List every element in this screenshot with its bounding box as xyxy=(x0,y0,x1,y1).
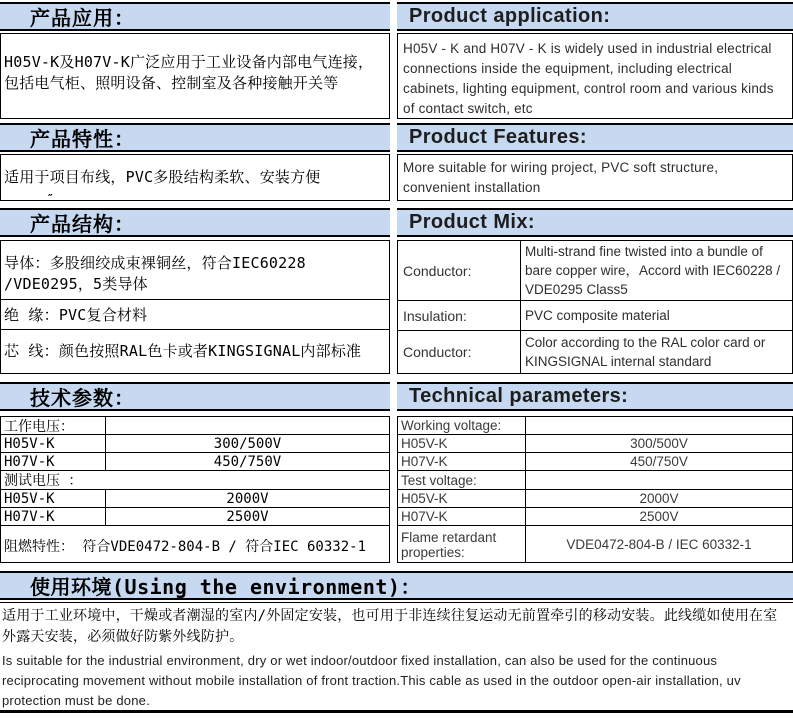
application-body-en: H05V - K and H07V - K is widely used in industrial electrical connections inside the equipment, including electrical cabinets, lighting equipment, control room and various kinds of contact switch, etc xyxy=(403,41,774,116)
en-h05vk-test-value: 2000V xyxy=(639,491,679,506)
en-flame-retardant-value: VDE0472-804-B / IEC 60332-1 xyxy=(566,537,752,552)
parameters-header-en: Technical parameters: xyxy=(397,382,793,411)
structure-zh-row-insulation: 绝 缘：PVC复合材料 xyxy=(1,300,389,330)
zh-h07vk-label: H07V-K xyxy=(1,453,106,470)
table-row xyxy=(398,508,792,526)
table-row xyxy=(1,417,389,435)
stray-mark: ″ xyxy=(47,192,55,205)
structure-en-table xyxy=(397,240,793,374)
structure-header-row xyxy=(0,208,793,237)
en-h07vk-label: H07V-K xyxy=(398,453,526,470)
table-row xyxy=(398,453,792,471)
zh-flame-retardant-row: 阻燃特性： 符合VDE0472-804-B / 符合IEC 60332-1 xyxy=(4,538,367,555)
structure-en-value-insulation: PVC composite material xyxy=(525,308,670,323)
environment-body-zh: 适用于工业环境中，干燥或者潮湿的室内/外固定安装，也可用于非连续往复运动无前置牵引的移动安装。此线缆如使用在室外露天安装，必须做好防紫外线防护。 xyxy=(2,608,778,645)
zh-h07vk-test-label: H07V-K xyxy=(1,508,106,525)
zh-h05vk-label: H05V-K xyxy=(1,435,106,452)
application-body-zh-box xyxy=(0,33,390,119)
table-row xyxy=(1,471,389,490)
en-h05vk-test-label: H05V-K xyxy=(398,490,526,507)
parameters-en-table xyxy=(397,416,793,563)
features-body-row xyxy=(0,154,793,201)
features-body-zh: 适用于项目布线，PVC多股结构柔软、安装方便 xyxy=(4,168,321,186)
structure-zh-row-conductor: 导体：多股细绞成束裸铜丝，符合IEC60228 /VDE0295，5类导体 xyxy=(1,241,389,300)
parameters-body-row xyxy=(0,416,793,563)
en-h07vk-test-value: 2500V xyxy=(639,509,679,524)
zh-working-voltage-label: 工作电压： xyxy=(1,417,106,434)
zh-h05vk-value: 300/500V xyxy=(213,435,282,452)
zh-test-voltage-label: 测试电压 ： xyxy=(4,473,83,489)
environment-body-box xyxy=(0,602,793,713)
table-row xyxy=(1,508,389,526)
table-row xyxy=(398,526,792,563)
parameters-zh-table xyxy=(0,416,390,563)
en-h05vk-label: H05V-K xyxy=(398,435,526,452)
en-working-voltage-label: Working voltage: xyxy=(398,417,526,434)
application-body-zh: H05V-K及H07V-K广泛应用于工业设备内部电气连接，包括电气柜、照明设备、控制室及各种接触开关等 xyxy=(4,53,374,92)
zh-h05vk-test-value: 2000V xyxy=(226,490,269,507)
application-header-zh: 产品应用： xyxy=(0,2,390,31)
en-working-voltage-value xyxy=(526,417,792,434)
table-row xyxy=(398,471,792,490)
table-row xyxy=(398,435,792,453)
structure-zh-table xyxy=(0,240,390,374)
structure-en-value-core: Color according to the RAL color card or KINGSIGNAL internal standard xyxy=(525,335,766,369)
structure-body-row xyxy=(0,240,793,374)
environment-header: 使用环境(Using the environment)： xyxy=(0,571,793,600)
structure-en-label-core: Conductor: xyxy=(398,331,521,373)
structure-zh-row-core: 芯 线：颜色按照RAL色卡或者KINGSIGNAL内部标准 xyxy=(4,342,362,360)
features-body-en: More suitable for wiring project, PVC soft structure, convenient installation xyxy=(403,160,719,195)
table-row xyxy=(1,435,389,453)
zh-h07vk-test-value: 2500V xyxy=(226,508,269,525)
en-test-voltage-value xyxy=(526,471,792,489)
features-header-en: Product Features: xyxy=(397,123,793,152)
features-body-en-box xyxy=(397,154,793,201)
application-header-en: Product application: xyxy=(397,2,793,31)
en-flame-retardant-label: Flame retardant properties: xyxy=(398,526,526,563)
application-body-row xyxy=(0,33,793,119)
en-h05vk-value: 300/500V xyxy=(630,436,688,451)
features-header-zh: 产品特性： xyxy=(0,123,390,152)
zh-h05vk-test-label: H05V-K xyxy=(1,490,106,507)
structure-en-value-conductor: Multi-strand fine twisted into a bundle of bare copper wire，Accord with IEC60228 / VDE0295 Class5 xyxy=(525,244,781,297)
environment-body-en: Is suitable for the industrial environment, dry or wet indoor/outdoor fixed installation, can also be used for the continuous reciprocating movement without mobile installation of front traction.This cable as used in the outdoor open-air installation, uv protection must be done. xyxy=(2,653,741,708)
parameters-header-zh: 技术参数： xyxy=(0,382,390,411)
table-row xyxy=(398,301,792,331)
table-row xyxy=(1,490,389,508)
zh-h07vk-value: 450/750V xyxy=(213,453,282,470)
table-row xyxy=(398,417,792,435)
en-h07vk-test-label: H07V-K xyxy=(398,508,526,525)
en-h07vk-value: 450/750V xyxy=(630,454,688,469)
structure-en-label-insulation: Insulation: xyxy=(398,301,521,330)
table-row xyxy=(398,490,792,508)
table-row xyxy=(1,453,389,471)
application-body-en-box xyxy=(397,33,793,119)
features-header-row xyxy=(0,123,793,152)
features-body-zh-box xyxy=(0,154,390,201)
structure-header-zh: 产品结构： xyxy=(0,208,390,237)
table-row xyxy=(398,241,792,301)
application-header-row xyxy=(0,2,793,31)
parameters-header-row xyxy=(0,382,793,411)
en-test-voltage-label: Test voltage: xyxy=(398,471,526,489)
table-row xyxy=(1,526,389,563)
structure-en-label-conductor: Conductor: xyxy=(398,241,521,300)
table-row xyxy=(398,331,792,373)
structure-header-en: Product Mix: xyxy=(397,208,793,237)
zh-working-voltage-value xyxy=(106,417,389,434)
